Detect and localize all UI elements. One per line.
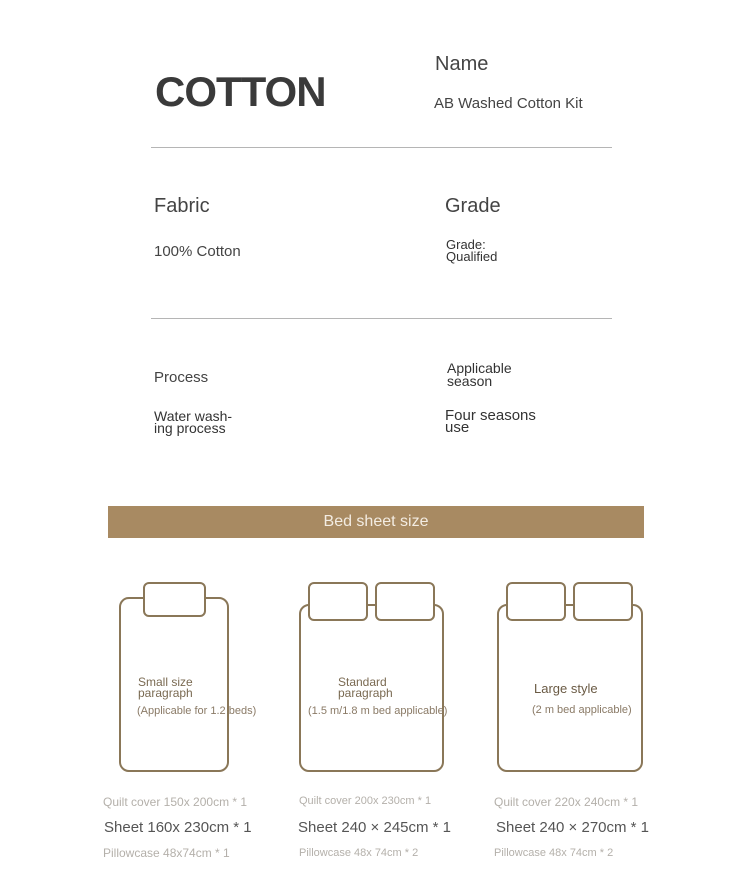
bed-small-title-line1: Small size bbox=[138, 675, 193, 689]
pillow-icon bbox=[143, 582, 206, 617]
season-value-line2: use bbox=[445, 419, 470, 436]
bed-standard-note: (1.5 m/1.8 m bed applicable) bbox=[308, 705, 448, 717]
pillow-icon bbox=[308, 582, 368, 621]
bed-standard-title-line1: Standard bbox=[338, 675, 387, 689]
process-label: Process bbox=[154, 369, 209, 386]
bed-standard-title-line2: paragraph bbox=[338, 686, 393, 700]
divider-top bbox=[151, 147, 612, 148]
bed-sheet-size-banner: Bed sheet size bbox=[108, 506, 644, 538]
process-value-line2: ing process bbox=[154, 420, 226, 436]
grade-label: Grade bbox=[445, 195, 501, 217]
bed-large-sheet: Sheet 240 × 270cm * 1 bbox=[496, 819, 650, 836]
divider-middle bbox=[151, 318, 612, 319]
grade-value-line1: Grade: bbox=[446, 237, 486, 252]
bed-small-title-line2: paragraph bbox=[138, 686, 193, 700]
bed-standard-quilt: Quilt cover 200x 230cm * 1 bbox=[299, 795, 432, 807]
bed-standard-sheet: Sheet 240 × 245cm * 1 bbox=[298, 819, 452, 836]
process-value bbox=[154, 410, 232, 434]
process-value-line1: Water wash- bbox=[154, 408, 233, 424]
pillow-icon bbox=[573, 582, 633, 621]
bed-small-sheet: Sheet 160x 230cm * 1 bbox=[104, 819, 252, 836]
fabric-label: Fabric bbox=[154, 195, 210, 217]
season-value-line1: Four seasons bbox=[445, 407, 536, 424]
pillow-icon bbox=[506, 582, 566, 621]
grade-value-line2: Qualified bbox=[446, 249, 498, 264]
bed-small-title bbox=[138, 677, 193, 699]
season-label bbox=[447, 362, 512, 388]
season-label-line1: Applicable bbox=[447, 360, 512, 376]
bed-standard-pillowcase: Pillowcase 48x 74cm * 2 bbox=[299, 847, 419, 859]
bed-small-note: (Applicable for 1.2 beds) bbox=[137, 705, 257, 717]
grade-value bbox=[446, 239, 497, 263]
bed-standard-title bbox=[338, 677, 393, 699]
bed-large-pillowcase: Pillowcase 48x 74cm * 2 bbox=[494, 847, 614, 859]
brand-logo: COTTON bbox=[155, 68, 326, 115]
bed-small-quilt: Quilt cover 150x 200cm * 1 bbox=[103, 795, 248, 809]
name-label: Name bbox=[435, 53, 489, 75]
bed-large-title: Large style bbox=[534, 681, 598, 696]
name-value: AB Washed Cotton Kit bbox=[434, 95, 583, 112]
season-value bbox=[445, 407, 536, 436]
season-label-line2: season bbox=[447, 373, 493, 389]
pillow-icon bbox=[375, 582, 435, 621]
fabric-value: 100% Cotton bbox=[154, 243, 241, 260]
bed-large-note: (2 m bed applicable) bbox=[532, 704, 632, 716]
bed-small-pillowcase: Pillowcase 48x74cm * 1 bbox=[103, 846, 230, 860]
bed-large-quilt: Quilt cover 220x 240cm * 1 bbox=[494, 795, 639, 809]
